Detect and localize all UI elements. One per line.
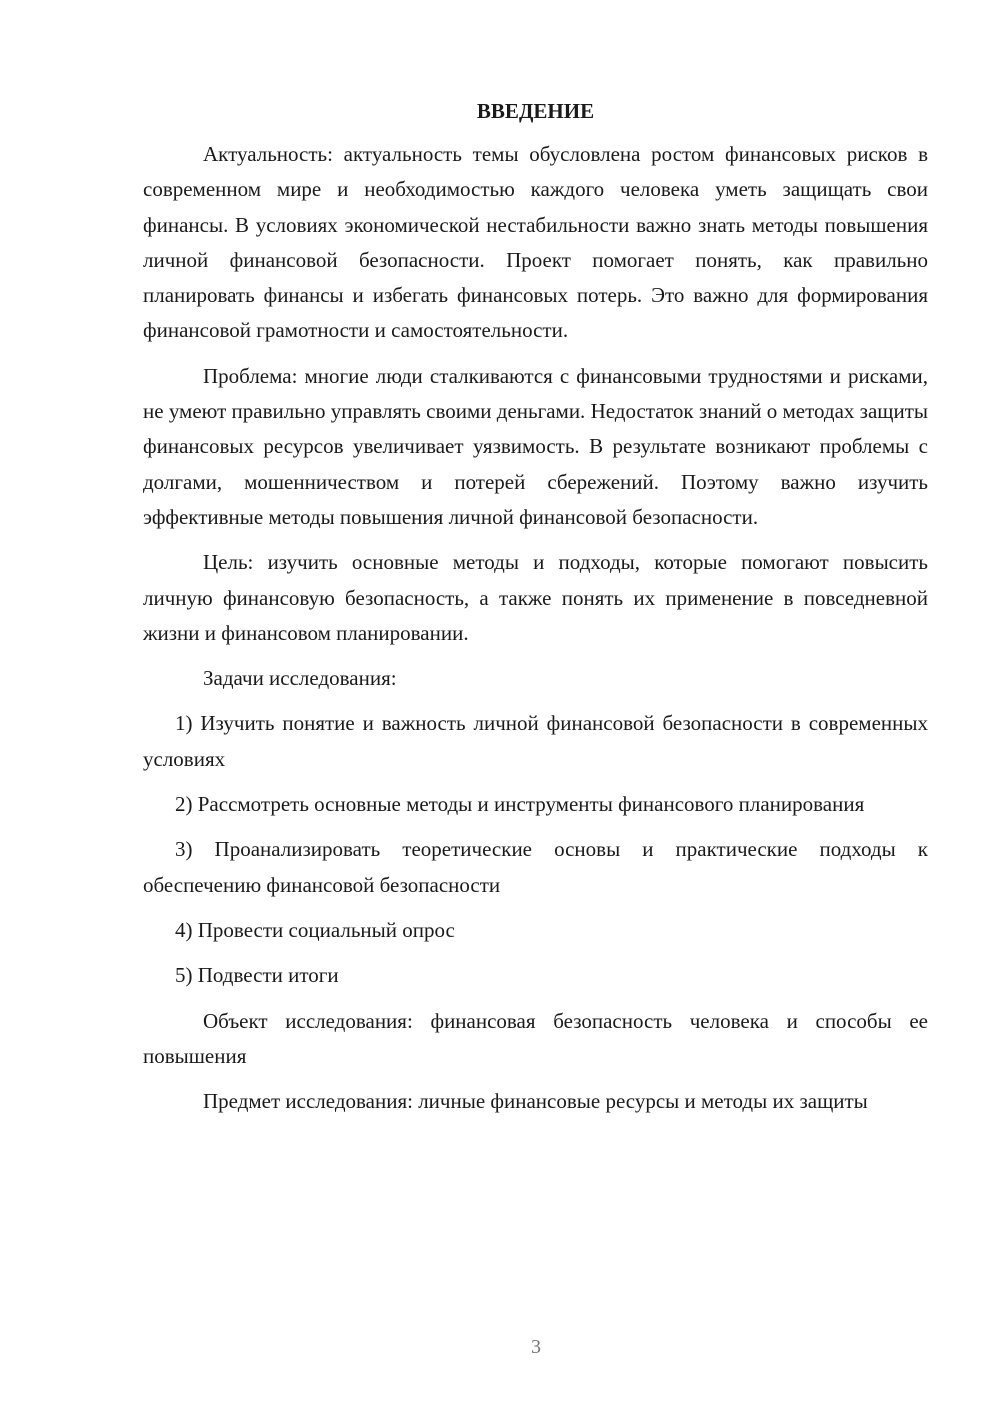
page-number: 3 bbox=[531, 1336, 541, 1358]
task-item-5: 5) Подвести итоги bbox=[175, 963, 339, 988]
tasks-heading: Задачи исследования: bbox=[203, 666, 397, 691]
task-item-4: 4) Провести социальный опрос bbox=[175, 917, 455, 942]
research-object-paragraph: Объект исследования: финансовая безопасность человека и способы ее повышения bbox=[143, 1008, 928, 1068]
page-content bbox=[143, 94, 928, 1119]
task-item-3: 3) Проанализировать теоретические основы и практические подходы к обеспечению финансовой безопасности bbox=[143, 837, 928, 897]
relevance-paragraph: Актуальность: актуальность темы обусловлена ростом финансовых рисков в современном мире и необходимостью каждого человека уметь защищать свои финансы. В условиях экономической нестабильности важно знать методы повышения личной финансовой безопасности. Проект помогает понять, как правильно планировать финансы и избегать финансовых потерь. Это важно для формирования финансовой грамотности и самостоятельности. bbox=[143, 142, 928, 343]
section-title: ВВЕДЕНИЕ bbox=[476, 99, 595, 123]
problem-paragraph: Проблема: многие люди сталкиваются с финансовыми трудностями и рисками, не умеют правильно управлять своими деньгами. Недостаток знаний о методах защиты финансовых ресурсов увеличивает уязвимость. В результате возникают проблемы с долгами, мошенничеством и потерей сбережений. Поэтому важно изучить эффективные методы повышения личной финансовой безопасности. bbox=[143, 363, 928, 529]
research-subject-paragraph: Предмет исследования: личные финансовые ресурсы и методы их защиты bbox=[203, 1089, 868, 1114]
goal-paragraph: Цель: изучить основные методы и подходы, которые помогают повысить личную финансовую безопасность, а также понять их применение в повседневной жизни и финансовом планировании. bbox=[143, 550, 928, 645]
task-item-1: 1) Изучить понятие и важность личной финансовой безопасности в современных условиях bbox=[143, 711, 928, 771]
task-item-2: 2) Рассмотреть основные методы и инструменты финансового планирования bbox=[175, 792, 865, 817]
